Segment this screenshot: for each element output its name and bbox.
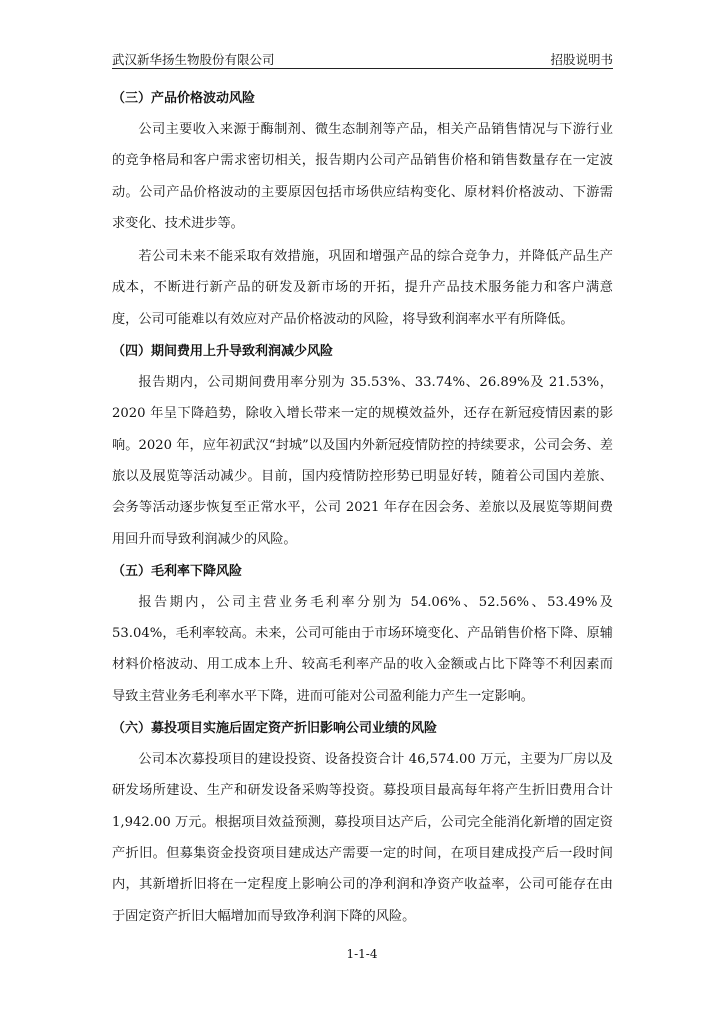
section-margin-risk [112, 557, 613, 712]
paragraph: 公司主要收入来源于酶制剂、微生态制剂等产品，相关产品销售情况与下游行业的竞争格局和客户需求密切相关，报告期内公司产品销售价格和销售数量存在一定波动。公司产品价格波动的主要原因包括市场供应结构变化、原材料价格波动、下游需求变化、技术进步等。 [112, 122, 613, 231]
document-type: 招股说明书 [550, 52, 613, 67]
paragraph: 若公司未来不能采取有效措施，巩固和增强产品的综合竞争力，并降低产品生产成本，不断进行新产品的研发及新市场的开拓，提升产品技术服务能力和客户满意度，公司可能难以有效应对产品价格波动的风险，将导致利润率水平有所降低。 [112, 249, 613, 327]
section-price-risk [112, 84, 613, 335]
section-title: （四）期间费用上升导致利润减少风险 [112, 344, 334, 360]
section-title: （六）募投项目实施后固定资产折旧影响公司业绩的风险 [112, 721, 438, 737]
page-number: 1-1-4 [346, 947, 378, 961]
paragraph: 公司本次募投项目的建设投资、设备投资合计 46,574.00 万元，主要为厂房以及研发场所建设、生产和研发设备采购等投资。募投项目最高每年将产生折旧费用合计 1,942.00 万元。根据项目效益预测，募投项目达产后，公司完全能消化新增的固定资产折旧。但募集资金投资项目建成达产需要一定的时间，在项目建成投产后一段时间内，其新增折旧将在一定程度上影响公司的净利润和净资产收益率，公司可能存在由于固定资产折旧大幅增加而导致净利润下降的风险。 [112, 752, 613, 924]
section-title: （三）产品价格波动风险 [112, 91, 256, 106]
company-name: 武汉新华扬生物股份有限公司 [112, 52, 275, 67]
section-depreciation-risk [112, 714, 613, 932]
section-title: （五）毛利率下降风险 [112, 563, 243, 579]
page-content [112, 84, 613, 934]
section-expense-risk [112, 337, 613, 555]
paragraph: 报告期内，公司期间费用率分别为 35.53%、33.74%、26.89%及 21.53%，2020 年呈下降趋势，除收入增长带来一定的规模效益外，还存在新冠疫情因素的影响。2020 年，应年初武汉“封城”以及国内外新冠疫情防控的持续要求，公司会务、差旅以及展览等活动减少。目前，国内疫情防控形势已明显好转，随着公司国内差旅、会务等活动逐步恢复至正常水平，公司 2021 年存在因会务、差旅以及展览等期间费用回升而导致利润减少的风险。 [112, 375, 613, 547]
paragraph: 报告期内，公司主营业务毛利率分别为 54.06%、52.56%、53.49%及 53.04%，毛利率较高。未来，公司可能由于市场环境变化、产品销售价格下降、原辅材料价格波动、用工成本上升、较高毛利率产品的收入金额或占比下降等不利因素而导致主营业务毛利率水平下降，进而可能对公司盈利能力产生一定影响。 [112, 594, 613, 704]
page-header [112, 40, 613, 69]
